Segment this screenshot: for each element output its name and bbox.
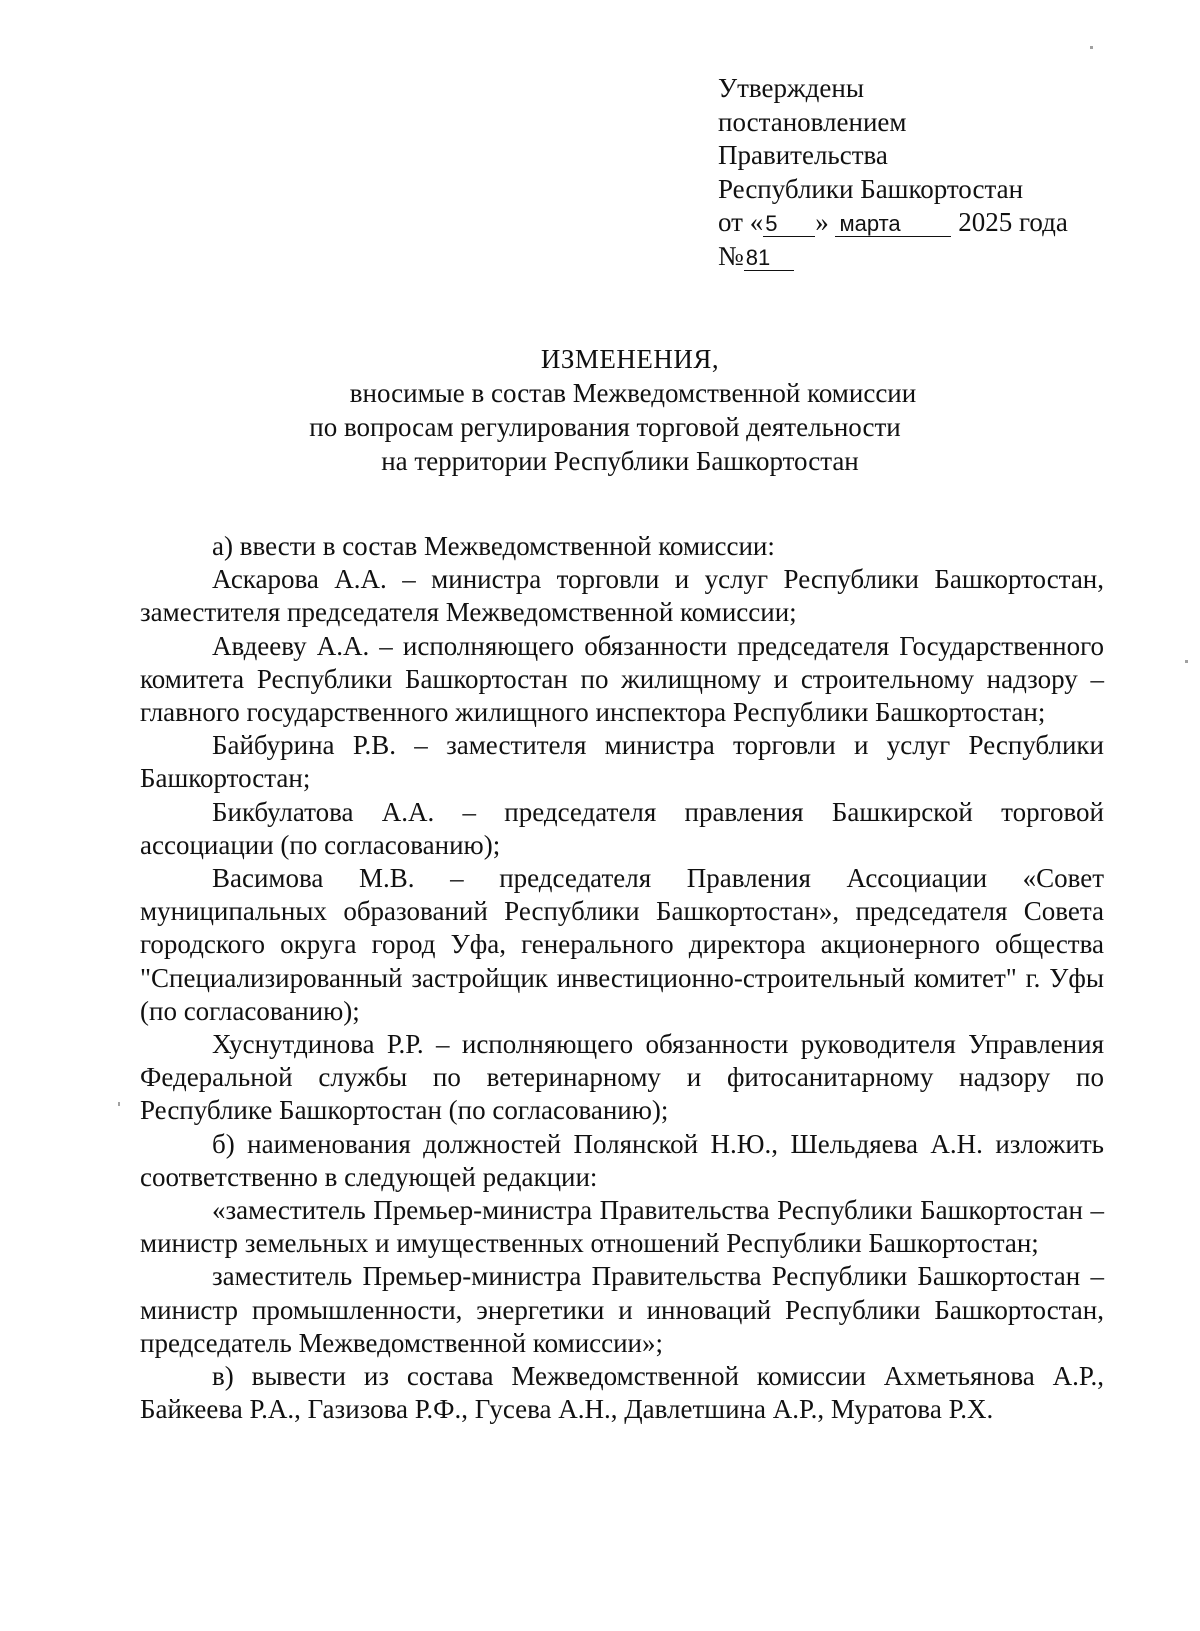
approval-line-government: Правительства <box>718 140 888 170</box>
approval-line-resolution: постановлением <box>718 106 907 137</box>
paragraph-deputy-land: «заместитель Премьер-министра Правительства Республики Башкортостан – министр земельных и имущественных отношений Республики Башкортостан; <box>140 1195 1104 1259</box>
date-day-field: 5 <box>763 212 815 237</box>
title-subtitle-line-3: на территории Республики Башкортостан <box>381 446 859 476</box>
approval-date-line <box>718 206 1158 240</box>
paragraph-bayburin: Байбурина Р.В. – заместителя министра торговли и услуг Республики Башкортостан; <box>140 730 1104 794</box>
paragraph-vasimov: Васимова М.В. – председателя Правления Ассоциации «Совет муниципальных образований Республики Башкортостан», председателя Совета городского округа город Уфа, генерального директора акционерного общества "Специализированный застройщик инвестиционно-строительный комитет" г. Уфы (по согласованию); <box>140 863 1104 1026</box>
document-title <box>140 342 1060 478</box>
scan-mark-top <box>1090 46 1093 49</box>
date-mid: » <box>815 207 829 237</box>
number-prefix: № <box>718 240 744 271</box>
paragraph-a-introduce: а) ввести в состав Межведомственной комиссии: <box>212 531 775 561</box>
date-month-field: марта <box>835 212 951 237</box>
date-prefix: от « <box>718 207 764 237</box>
paragraph-deputy-industry: заместитель Премьер-министра Правительства Республики Башкортостан – министр промышленности, энергетики и инноваций Республики Башкортостан, председатель Межведомственной комиссии»; <box>140 1261 1104 1358</box>
approval-line-republic: Республики Башкортостан <box>718 173 1024 204</box>
scan-mark-left <box>118 1102 120 1106</box>
scan-mark-right <box>1185 660 1188 663</box>
date-year: 2025 года <box>958 207 1068 237</box>
paragraph-avdeeva: Авдееву А.А. – исполняющего обязанности председателя Государственного комитета Республики Башкортостан по жилищному и строительному надзору – главного государственного жилищного инспектора Республики Башкортостан; <box>140 630 1104 728</box>
document-number-field: 81 <box>744 246 794 271</box>
approval-line-approved: Утверждены <box>718 73 864 103</box>
approval-number-line <box>718 240 1158 274</box>
paragraph-b-titles: б) наименования должностей Полянской Н.Ю., Шельдяева А.Н. изложить соответственно в следующей редакции: <box>140 1128 1104 1192</box>
title-subtitle-line-2: по вопросам регулирования торговой деятельности <box>309 412 901 442</box>
paragraph-c-remove: в) вывести из состава Межведомственной комиссии Ахметьянова А.Р., Байкеева Р.А., Газизова Р.Ф., Гусева А.Н., Давлетшина А.Р., Муратова Р.Х. <box>140 1361 1104 1425</box>
paragraph-bikbulatov: Бикбулатова А.А. – председателя правления Башкирской торговой ассоциации (по согласованию); <box>140 796 1104 860</box>
title-heading: ИЗМЕНЕНИЯ, <box>540 344 720 374</box>
document-body <box>140 530 1104 1426</box>
approval-block <box>718 72 1158 273</box>
paragraph-askarov: Аскарова А.А. – министра торговли и услуг Республики Башкортостан, заместителя председателя Межведомственной комиссии; <box>140 564 1104 628</box>
title-subtitle-line-1: вносимые в состав Межведомственной комиссии <box>349 378 917 408</box>
paragraph-khusnutdinov: Хуснутдинова Р.Р. – исполняющего обязанности руководителя Управления Федеральной службы по ветеринарному и фитосанитарному надзору по Республике Башкортостан (по согласованию); <box>140 1029 1104 1126</box>
